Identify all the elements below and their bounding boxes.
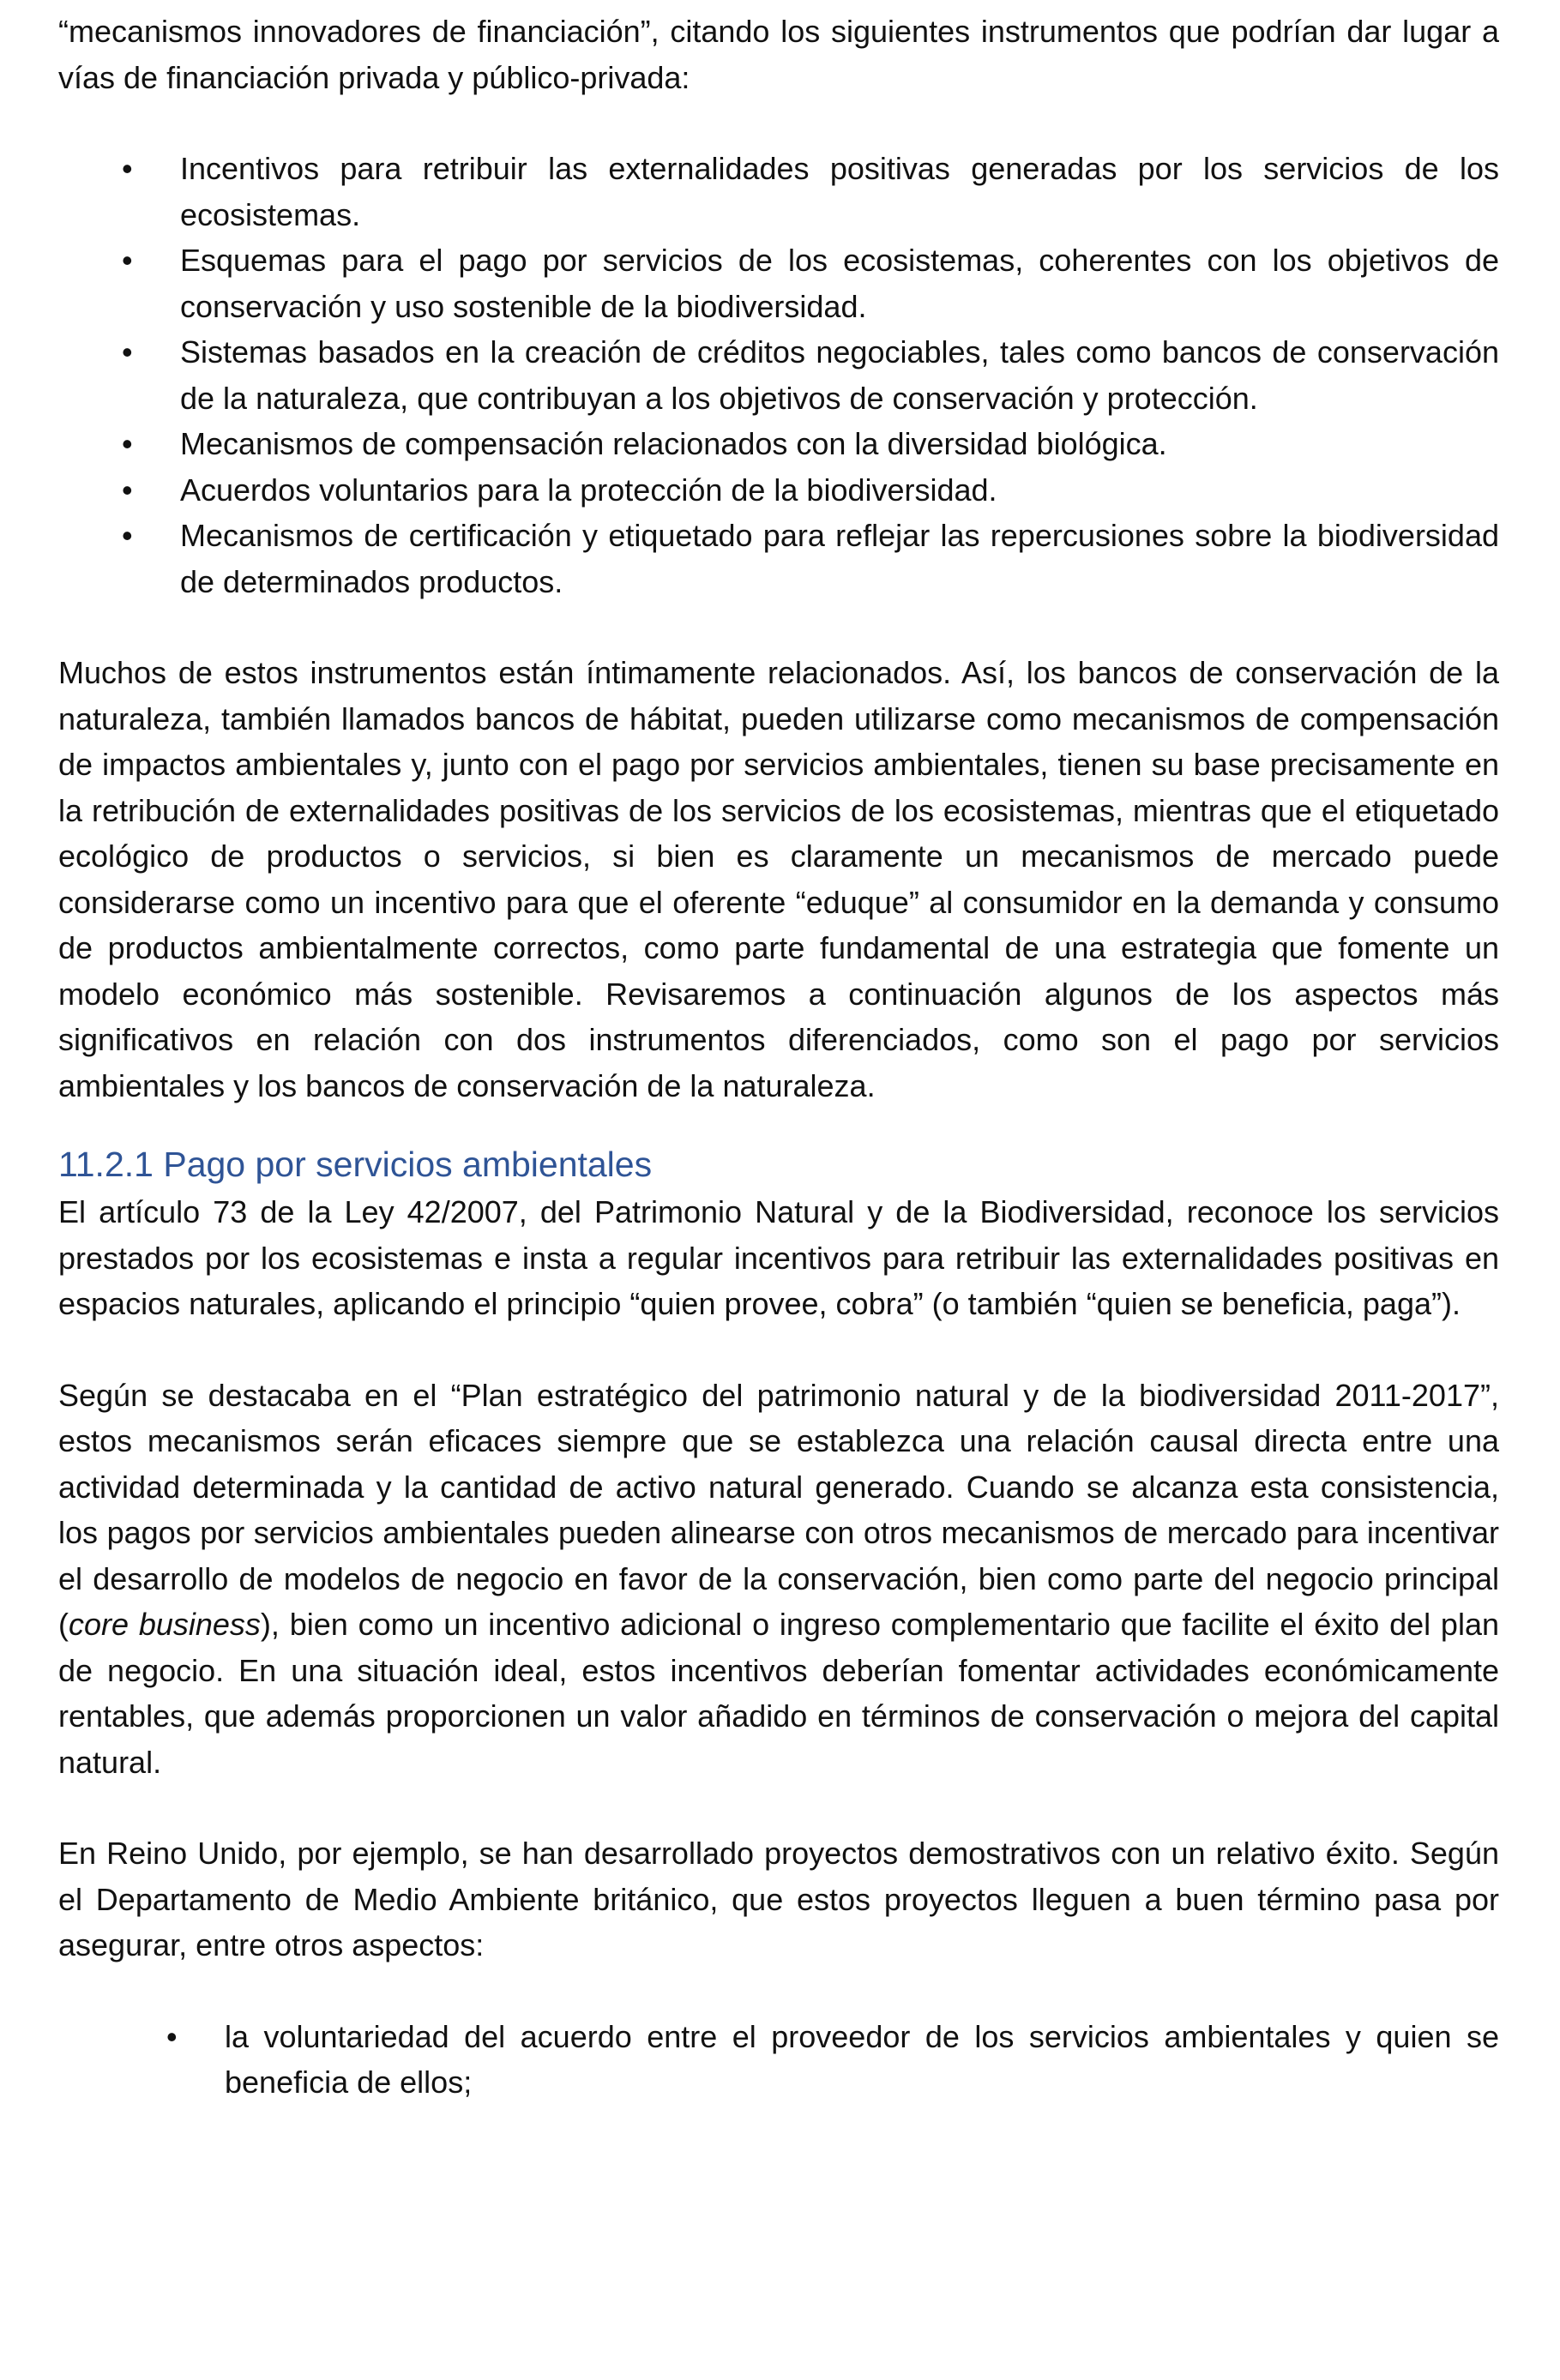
list-item: [58, 146, 1499, 237]
bullet-icon: •: [122, 243, 133, 278]
list-item-text: Mecanismos de compensación relacionados con la diversidad biológica.: [180, 426, 1167, 461]
list-item: [58, 421, 1499, 467]
list-item: [58, 2014, 1499, 2106]
instruments-paragraph: Muchos de estos instrumentos están íntimamente relacionados. Así, los bancos de conservación de la naturaleza, también llamados bancos de hábitat, pueden utilizarse como mecanismos de compensación de impactos ambientales y, junto con el pago por servicios ambientales, tienen su base precisamente en la retribución de externalidades positivas de los servicios de los ecosistemas, mientras que el etiquetado ecológico de productos o servicios, si bien es claramente un mecanismos de mercado puede considerarse como un incentivo para que el oferente “eduque” al consumidor en la demanda y consumo de productos ambientalmente correctos, como parte fundamental de una estrategia que fomente un modelo económico más sostenible. Revisaremos a continuación algunos de los aspectos más significativos en relación con dos instrumentos diferenciados, como son el pago por servicios ambientales y los bancos de conservación de la naturaleza.: [58, 655, 1499, 1103]
section-title: Pago por servicios ambientales: [163, 1145, 653, 1184]
plan-text-italic: core business: [69, 1607, 261, 1642]
spacer: [58, 1968, 1499, 2014]
spacer: [58, 1785, 1499, 1830]
law-paragraph: El artículo 73 de la Ley 42/2007, del Patrimonio Natural y de la Biodiversidad, reconoce los servicios prestados por los ecosistemas e insta a regular incentivos para retribuir las externalidades positivas en espacios naturales, aplicando el principio “quien provee, cobra” (o también “quien se beneficia, paga”).: [58, 1194, 1499, 1321]
bullet-icon: •: [122, 472, 133, 508]
list-item-text: Sistemas basados en la creación de créditos negociables, tales como bancos de conservación de la naturaleza, que contribuyan a los objetivos de conservación y protección.: [180, 334, 1499, 416]
bullet-icon: •: [122, 518, 133, 553]
financing-instruments-list: [58, 146, 1499, 604]
bullet-icon: •: [166, 2018, 178, 2054]
list-item: [58, 237, 1499, 329]
spacer: [58, 1327, 1499, 1373]
bullet-icon: •: [122, 334, 133, 370]
spacer: [58, 100, 1499, 146]
document-page: [58, 9, 1499, 2106]
list-item-text: la voluntariedad del acuerdo entre el proveedor de los servicios ambientales y quien se beneficia de ellos;: [225, 2018, 1499, 2100]
section-number: 11.2.1: [58, 1145, 154, 1184]
section-heading: [58, 1139, 1499, 1189]
list-item: [58, 513, 1499, 604]
bullet-icon: •: [122, 426, 133, 461]
list-item: [58, 329, 1499, 421]
list-item: [58, 467, 1499, 514]
spacer: [58, 604, 1499, 650]
list-item-text: Mecanismos de certificación y etiquetado para reflejar las repercusiones sobre la biodiversidad de determinados productos.: [180, 518, 1499, 599]
list-item-text: Incentivos para retribuir las externalidades positivas generadas por los servicios de los ecosistemas.: [180, 151, 1499, 232]
uk-paragraph: En Reino Unido, por ejemplo, se han desarrollado proyectos demostrativos con un relativo éxito. Según el Departamento de Medio Ambiente británico, que estos proyectos lleguen a buen término pasa por asegurar, entre otros aspectos:: [58, 1836, 1499, 1962]
list-item-text: Esquemas para el pago por servicios de los ecosistemas, coherentes con los objetivos de conservación y uso sostenible de la biodiversidad.: [180, 243, 1499, 324]
plan-text-before: Según se destacaba en el “Plan estratégico del patrimonio natural y de la biodiversidad 2011-2017”, estos mecanismos serán eficaces siempre que se establezca una relación causal directa entre una actividad determinada y la cantidad de activo natural generado. Cuando se alcanza esta consistencia, los pagos por servicios ambientales pueden alinearse con otros mecanismos de mercado para incentivar el desarrollo de modelos de negocio en favor de la conservación, bien como parte del negocio principal (: [58, 1377, 1499, 1642]
bullet-icon: •: [122, 151, 133, 186]
intro-paragraph: “mecanismos innovadores de financiación”, citando los siguientes instrumentos que podrían dar lugar a vías de financiación privada y público-privada:: [58, 14, 1499, 95]
plan-paragraph: [58, 1373, 1499, 1786]
plan-text-after: ), bien como un incentivo adicional o ingreso complementario que facilite el éxito del plan de negocio. En una situación ideal, estos incentivos deberían fomentar actividades económicamente rentables, que además proporcionen un valor añadido en términos de conservación o mejora del capital natural.: [58, 1607, 1499, 1780]
list-item-text: Acuerdos voluntarios para la protección de la biodiversidad.: [180, 472, 997, 508]
uk-aspects-list: [58, 2014, 1499, 2106]
spacer: [58, 1109, 1499, 1139]
